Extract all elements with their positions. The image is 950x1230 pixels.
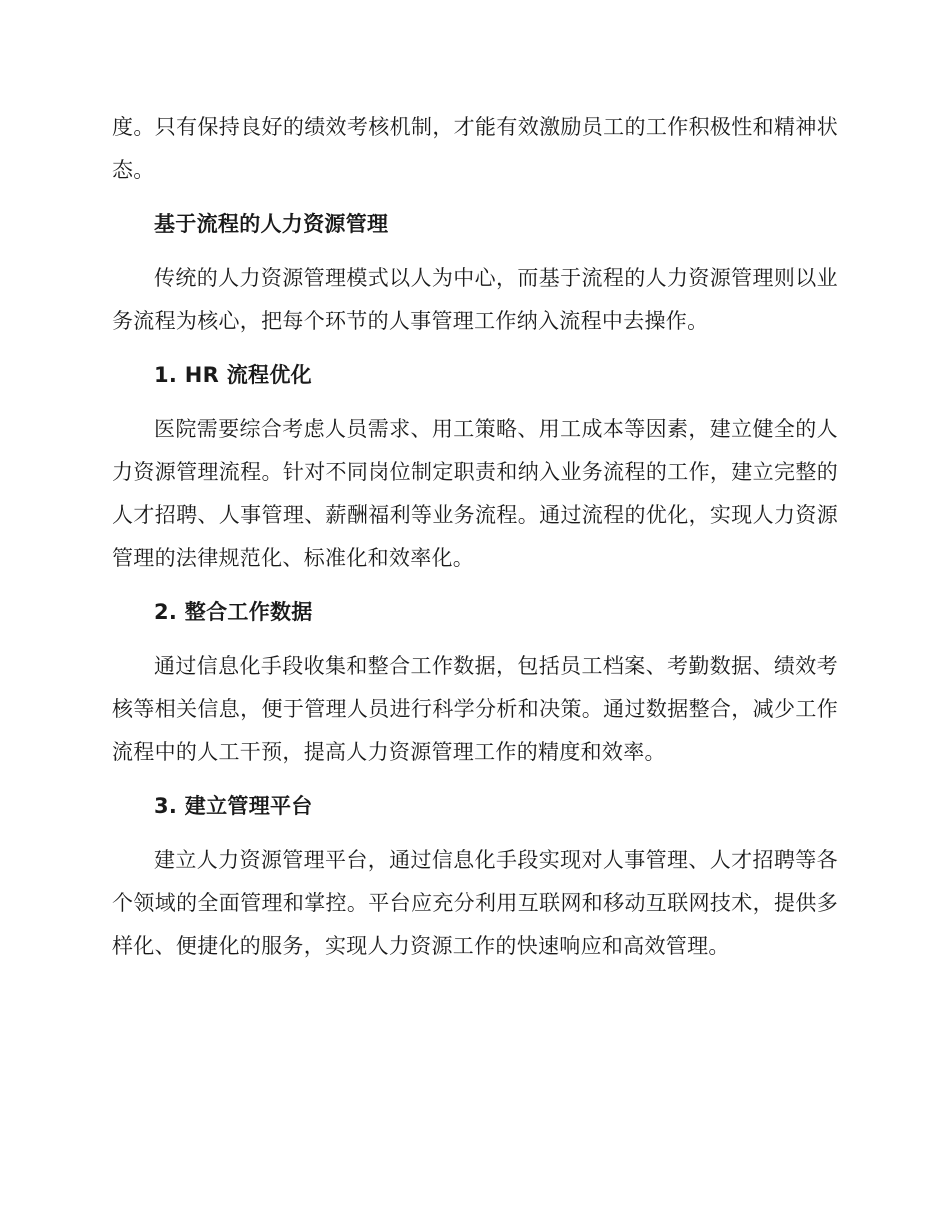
paragraph-hr-process-optimization: 医院需要综合考虑人员需求、用工策略、用工成本等因素，建立健全的人力资源管理流程。针对不同岗位制定职责和纳入业务流程的工作，建立完整的人才招聘、人事管理、薪酬福利等业务流程。通过流程的优化，实现人力资源管理的法律规范化、标准化和效率化。 bbox=[112, 417, 838, 570]
subheading-integrate-work-data: 2. 整合工作数据 bbox=[154, 600, 313, 624]
paragraph-continued: 度。只有保持良好的绩效考核机制，才能有效激励员工的工作积极性和精神状态。 bbox=[112, 115, 838, 182]
paragraph-integrate-work-data: 通过信息化手段收集和整合工作数据，包括员工档案、考勤数据、绩效考核等相关信息，便于管理人员进行科学分析和决策。通过数据整合，减少工作流程中的人工干预，提高人力资源管理工作的精度和效率。 bbox=[112, 654, 838, 764]
subheading-build-platform: 3. 建立管理平台 bbox=[154, 794, 313, 818]
document-body bbox=[112, 106, 838, 979]
section-heading-process-hr: 基于流程的人力资源管理 bbox=[154, 212, 389, 236]
paragraph-process-hr: 传统的人力资源管理模式以人为中心，而基于流程的人力资源管理则以业务流程为核心，把每个环节的人事管理工作纳入流程中去操作。 bbox=[112, 266, 838, 333]
subheading-hr-process-optimization: 1. HR 流程优化 bbox=[154, 363, 312, 387]
paragraph-build-platform: 建立人力资源管理平台，通过信息化手段实现对人事管理、人才招聘等各个领域的全面管理和掌控。平台应充分利用互联网和移动互联网技术，提供多样化、便捷化的服务，实现人力资源工作的快速响应和高效管理。 bbox=[112, 848, 838, 958]
